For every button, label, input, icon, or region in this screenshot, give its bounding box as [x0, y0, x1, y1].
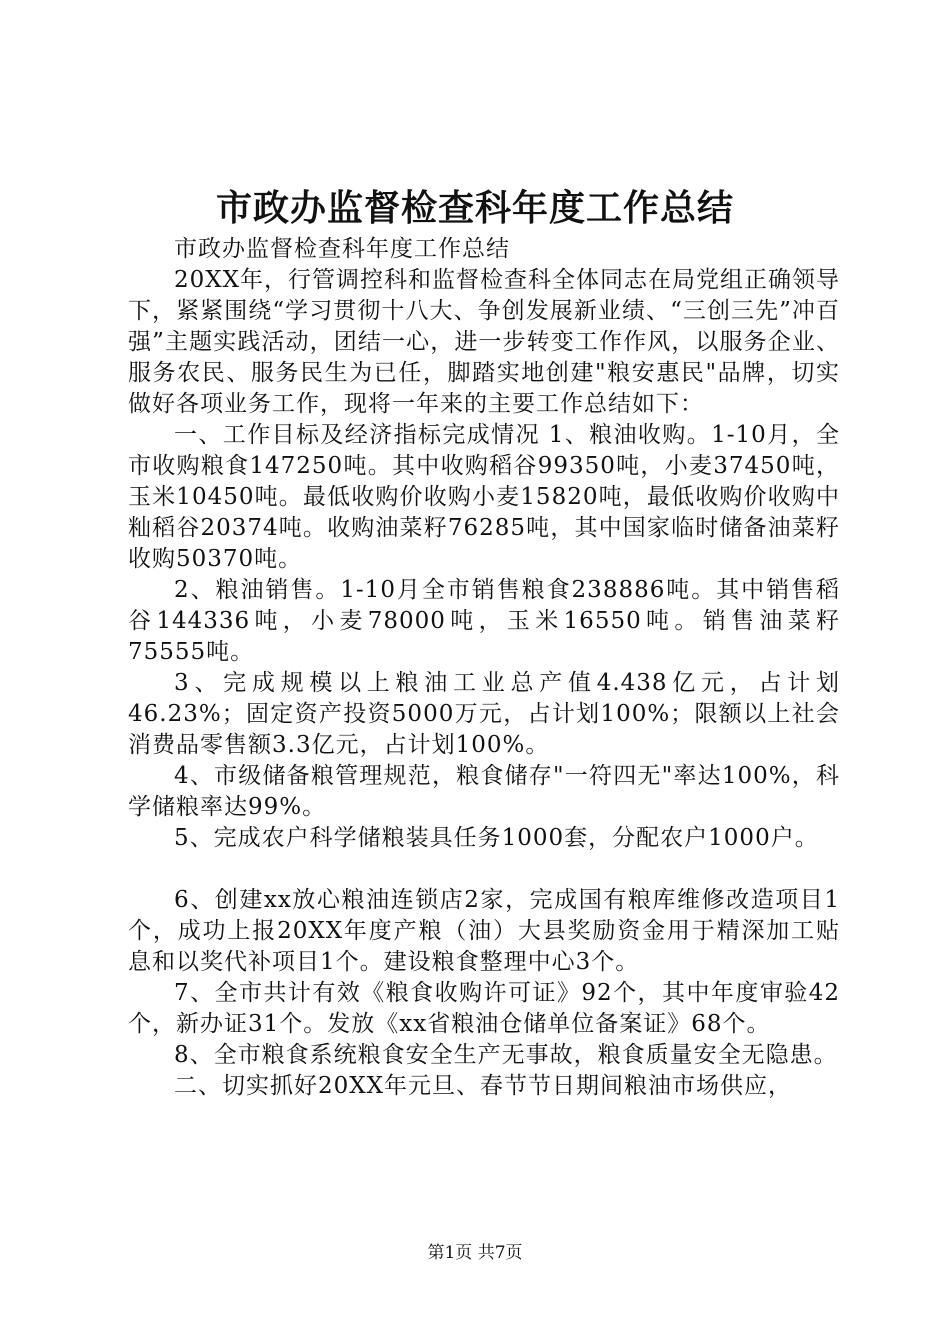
- paragraph-item-7: 7、全市共计有效《粮食收购许可证》92个，其中年度审验42个，新办证31个。发放《xx省粮油仓储单位备案证》68个。: [128, 980, 840, 1037]
- paragraph-subtitle: 市政办监督检查科年度工作总结: [174, 236, 510, 262]
- paragraph-item-4: 4、市级储备粮管理规范，粮食储存"一符四无"率达100%，科学储粮率达99%。: [128, 763, 840, 820]
- paragraph-section-1: 一、工作目标及经济指标完成情况 1、粮油收购。1-10月，全市收购粮食147250吨。其中收购稻谷99350吨，小麦37450吨，玉米10450吨。最低收购价收购小麦15820吨，最低收购价收购中籼稻谷20374吨。收购油菜籽76285吨，其中国家临时储备油菜籽收购50370吨。: [128, 422, 840, 572]
- paragraph-item-3: 3、完成规模以上粮油工业总产值4.438亿元，占计划46.23%；固定资产投资5000万元，占计划100%；限额以上社会消费品零售额3.3亿元，占计划100%。: [128, 670, 840, 758]
- paragraph-section-2: 二、切实抓好20XX年元旦、春节节日期间粮油市场供应，: [174, 1073, 793, 1099]
- paragraph-item-5: 5、完成农户科学储粮装具任务1000套，分配农户1000户。: [174, 825, 819, 851]
- paragraph-item-8: 8、全市粮食系统粮食安全生产无事故，粮食质量安全无隐患。: [174, 1042, 838, 1068]
- page-footer: 第1页 共7页: [427, 1243, 523, 1263]
- document-title: 市政办监督检查科年度工作总结: [215, 187, 734, 229]
- paragraph-item-2: 2、粮油销售。1-10月全市销售粮食238886吨。其中销售稻谷144336吨，小麦78000吨，玉米16550吨。销售油菜籽75555吨。: [128, 577, 840, 665]
- paragraph-intro: 20XX年，行管调控科和监督检查科全体同志在局党组正确领导下，紧紧围绕“学习贯彻十八大、争创发展新业绩、“三创三先”冲百强”主题实践活动，团结一心，进一步转变工作作风，以服务企业、服务农民、服务民生为已任，脚踏实地创建"粮安惠民"品牌，切实做好各项业务工作，现将一年来的主要工作总结如下：: [128, 267, 841, 417]
- paragraph-item-6: 6、创建xx放心粮油连锁店2家，完成国有粮库维修改造项目1个，成功上报20XX年度产粮（油）大县奖励资金用于精深加工贴息和以奖代补项目1个。建设粮食整理中心3个。: [128, 887, 840, 975]
- document-body: [128, 234, 840, 1102]
